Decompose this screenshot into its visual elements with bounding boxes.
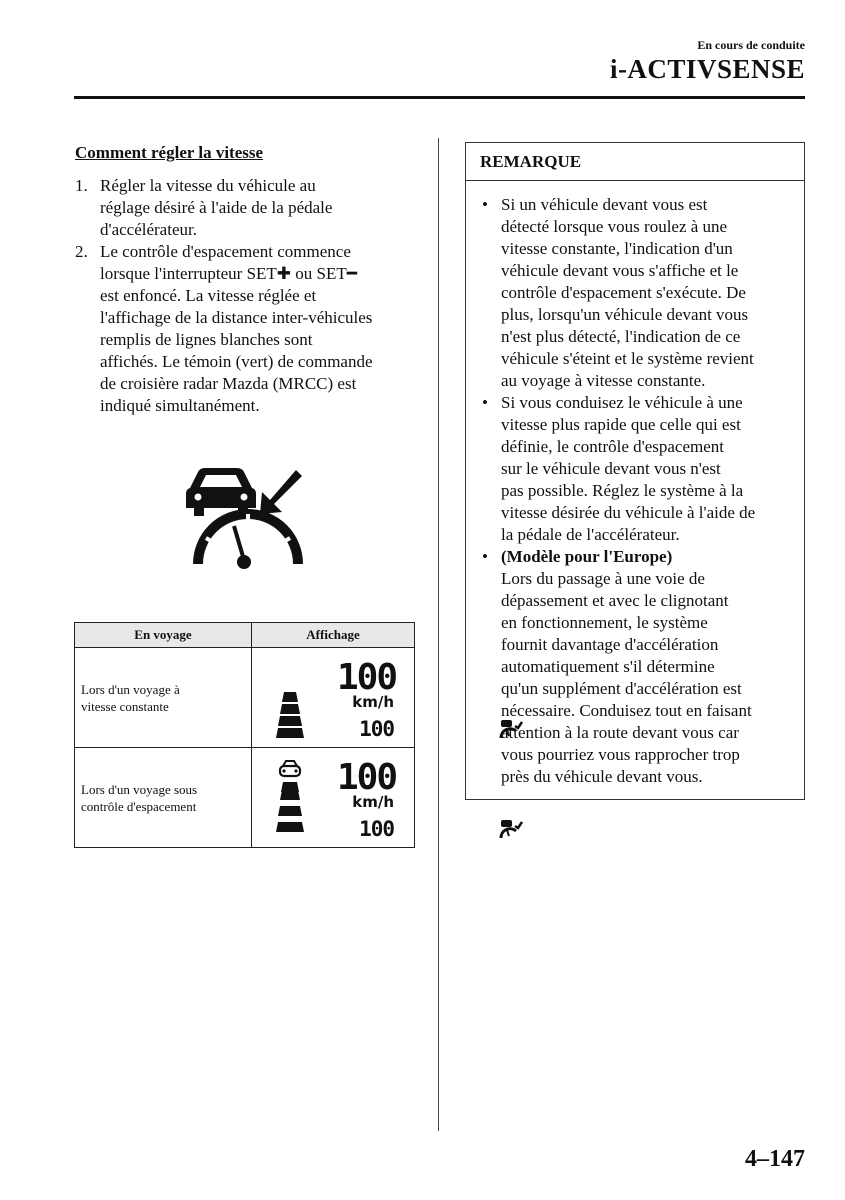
text-line: détecté lorsque vous roulez à une xyxy=(501,217,728,236)
vehicle-ahead-icon xyxy=(280,761,300,776)
section-heading: Comment régler la vitesse xyxy=(75,143,264,162)
distance-bar xyxy=(282,692,298,702)
text-line: vitesse désirée du véhicule à l'aide de xyxy=(501,503,756,522)
display-table xyxy=(74,622,415,848)
step-item xyxy=(75,241,420,417)
situation-cell xyxy=(75,648,252,748)
text-line: vitesse constante, l'indication d'un xyxy=(501,239,733,258)
table-row xyxy=(75,748,415,848)
section-label: En cours de conduite xyxy=(697,38,805,52)
text-line: Le contrôle d'espacement commence xyxy=(100,242,351,261)
note-list xyxy=(480,194,802,788)
text-line: Lors d'un voyage sous xyxy=(81,781,198,797)
col-header-affichage: Affichage xyxy=(252,623,415,648)
distance-bar xyxy=(276,728,304,738)
text-line: en fonctionnement, le système xyxy=(501,613,708,632)
note-box xyxy=(465,142,805,800)
speed-readout: 100 xyxy=(336,657,396,698)
set-speed-readout: 100 xyxy=(359,817,394,841)
display-cell xyxy=(252,748,415,848)
text-line: de croisière radar Mazda (MRCC) est xyxy=(100,374,357,393)
text-line: Si vous conduisez le véhicule à une xyxy=(501,393,743,412)
display-preview xyxy=(252,648,414,747)
text-line: près du véhicule devant vous. xyxy=(501,767,703,786)
text-line: réglage désiré à l'aide de la pédale xyxy=(100,198,333,217)
text-line: remplis de lignes blanches sont xyxy=(100,330,313,349)
text-line: vous pourriez vous rapprocher trop xyxy=(501,745,740,764)
text-line: Régler la vitesse du véhicule au xyxy=(100,176,316,195)
text-line: pas possible. Réglez le système à la xyxy=(501,481,744,500)
steps-list xyxy=(75,175,420,417)
bullet: • xyxy=(482,393,488,412)
arrow-icon xyxy=(260,470,302,514)
column-divider xyxy=(438,138,439,1131)
text-line: affichés. Le témoin (vert) de commande xyxy=(100,352,373,371)
text-line: Si un véhicule devant vous est xyxy=(501,195,708,214)
distance-bars-icon xyxy=(270,658,310,738)
text-line: indiqué simultanément. xyxy=(100,396,260,415)
text-line: au voyage à vitesse constante. xyxy=(501,371,706,390)
distance-bar xyxy=(278,716,302,726)
table-row xyxy=(75,648,415,748)
display-cell xyxy=(252,648,415,748)
text-line: est enfoncé. La vitesse réglée et xyxy=(100,286,317,305)
text-line: n'est plus détecté, l'indication de ce xyxy=(501,327,741,346)
mrcc-small-icon xyxy=(498,818,524,840)
distance-bar xyxy=(276,822,304,832)
speed-readout: 100 xyxy=(336,757,396,798)
bullet: • xyxy=(482,547,488,566)
note-item xyxy=(480,546,802,788)
text-line: définie, le contrôle d'espacement xyxy=(501,437,725,456)
text-line: véhicule s'éteint et le système revient xyxy=(501,349,754,368)
page-title: i-ACTIVSENSE xyxy=(609,54,805,84)
text-line: vitesse constante xyxy=(81,698,169,714)
text-line: l'affichage de la distance inter-véhicules xyxy=(100,308,373,327)
text-line: dépassement et avec le clignotant xyxy=(501,591,729,610)
distance-bar xyxy=(278,806,302,816)
distance-bars-icon xyxy=(270,758,310,838)
col-header-voyage: En voyage xyxy=(75,623,252,648)
text-line: véhicule devant vous s'affiche et le xyxy=(501,261,739,280)
text-line: fournit davantage d'accélération xyxy=(501,635,719,654)
note-item xyxy=(480,194,802,392)
speed-unit: km/h xyxy=(352,693,394,711)
situation-cell xyxy=(75,748,252,848)
note-item-heading: (Modèle pour l'Europe) xyxy=(501,547,673,566)
text-line: lorsque l'interrupteur SET✚ ou SET━ xyxy=(100,264,358,283)
note-title: REMARQUE xyxy=(466,143,804,181)
text-line: d'accélérateur. xyxy=(100,220,197,239)
bullet: • xyxy=(482,195,488,214)
step-number: 1. xyxy=(75,176,88,195)
speed-unit: km/h xyxy=(352,793,394,811)
text-line: vitesse plus rapide que celle qui est xyxy=(501,415,741,434)
text-line: la pédale de l'accélérateur. xyxy=(501,525,680,544)
page-number: 4–147 xyxy=(745,1146,805,1172)
step-number: 2. xyxy=(75,242,88,261)
set-speed-readout: 100 xyxy=(359,717,394,741)
car-icon xyxy=(186,468,256,516)
step-item xyxy=(75,175,420,241)
mrcc-indicator-icon xyxy=(176,466,306,576)
text-line: contrôle d'espacement xyxy=(81,798,197,814)
text-line: contrôle d'espacement s'exécute. De xyxy=(501,283,746,302)
text-line: plus, lorsqu'un véhicule devant vous xyxy=(501,305,749,324)
text-line: qu'un supplément d'accélération est xyxy=(501,679,742,698)
header-rule xyxy=(74,96,805,99)
distance-bar xyxy=(280,790,300,800)
text-line: nécessaire. Conduisez tout en faisant xyxy=(501,701,752,720)
text-line: sur le véhicule devant vous n'est xyxy=(501,459,721,478)
distance-bar xyxy=(280,704,300,714)
note-item xyxy=(480,392,802,546)
text-line: attention à la route devant vous car xyxy=(501,723,739,742)
display-preview xyxy=(252,748,414,847)
text-line: automatiquement s'il détermine xyxy=(501,657,715,676)
text-line: Lors du passage à une voie de xyxy=(501,569,705,588)
gauge-needle xyxy=(234,526,244,560)
text-line: Lors d'un voyage à xyxy=(81,681,180,697)
